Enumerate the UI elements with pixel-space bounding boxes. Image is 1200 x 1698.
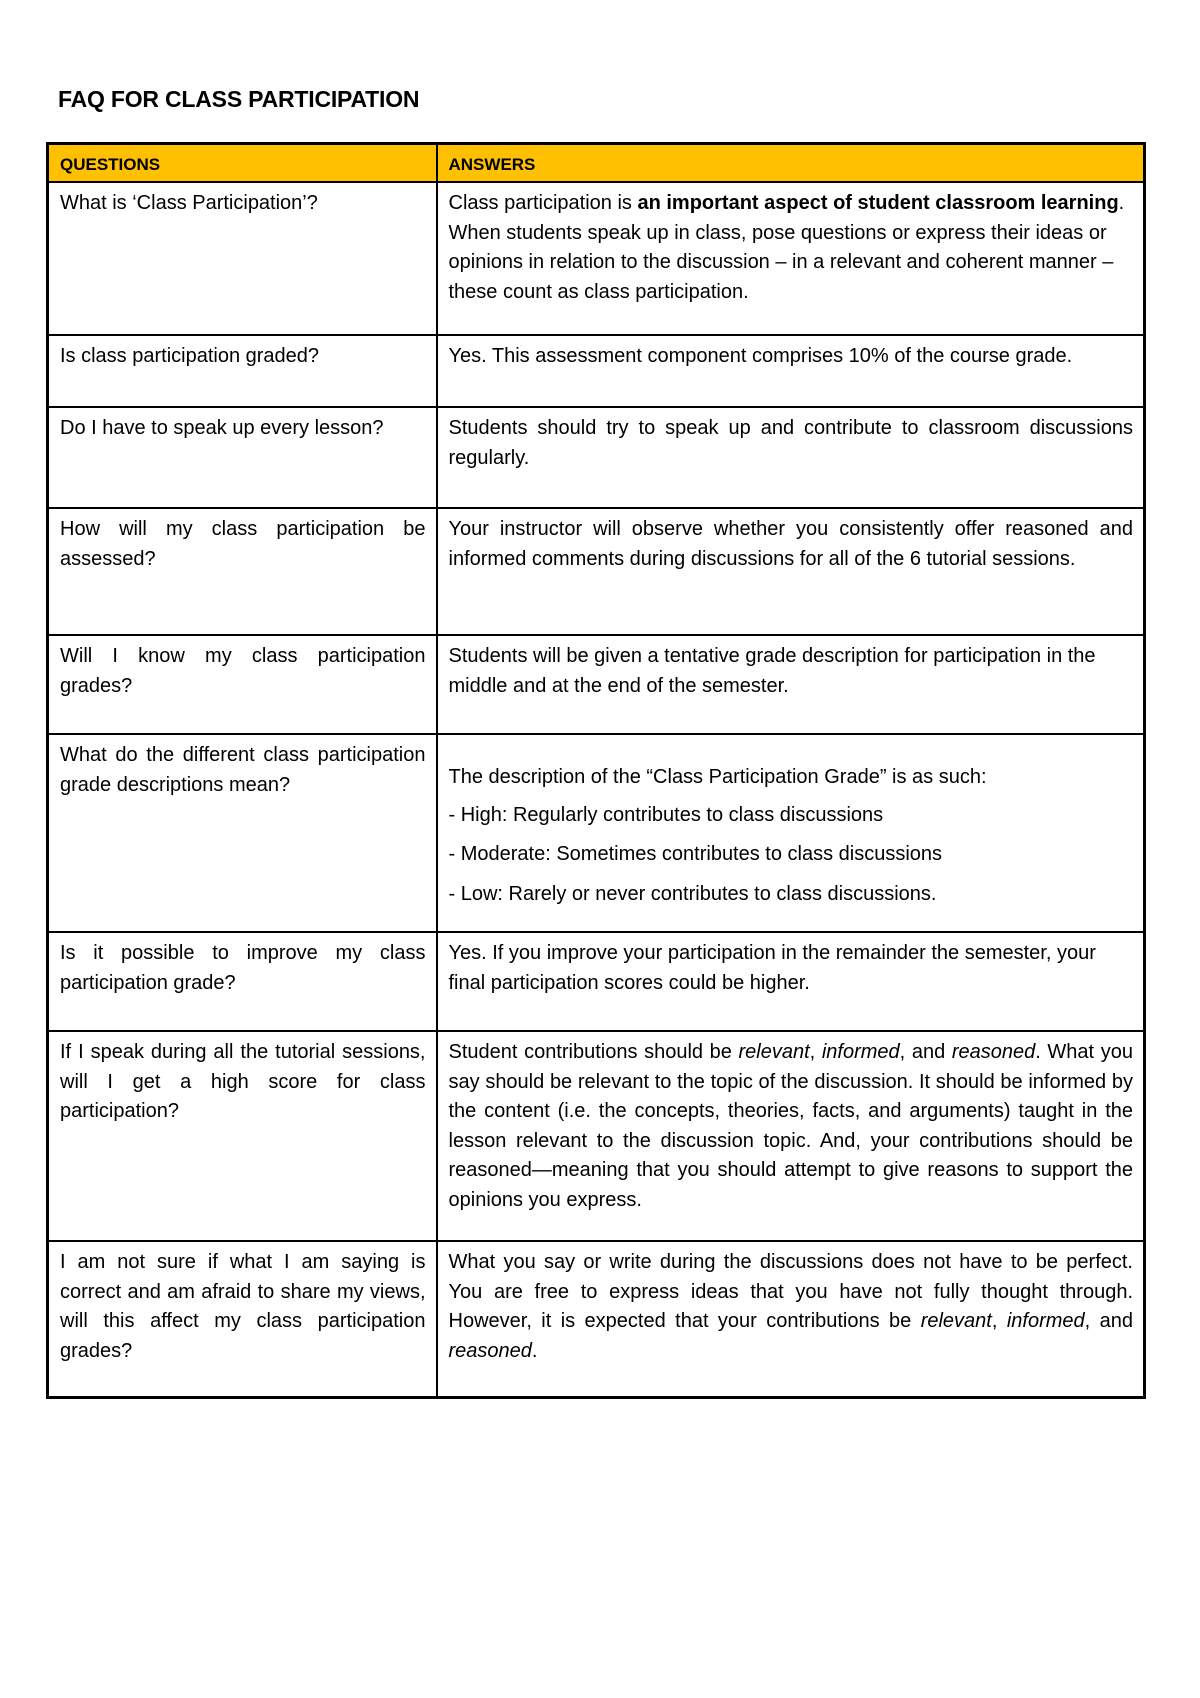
answer-cell: Students should try to speak up and contribute to classroom discussions regularly. [437,407,1145,508]
question-cell: Is it possible to improve my class participation grade? [48,932,437,1031]
list-item: - Moderate: Sometimes contributes to class discussions [448,843,943,865]
table-header-row [48,144,1145,183]
faq-table [46,142,1146,1399]
question-cell: Will I know my class participation grades? [48,635,437,734]
answer-emphasis: reasoned [951,1041,1036,1063]
answer-emphasis: informed [821,1041,900,1063]
answer-cell: Yes. If you improve your participation in the remainder the semester, your final participation scores could be higher. [437,932,1145,1031]
answer-text: Student contributions should be [448,1041,739,1063]
table-row [48,182,1145,335]
question-cell: If I speak during all the tutorial sessions, will I get a high score for class participation? [48,1031,437,1241]
table-row [48,1031,1145,1241]
answer-text: . When students speak up in class, pose questions or express their ideas or opinions in relation to the discussion – in a relevant and coherent manner – these count as class participation. [448,192,1125,303]
answer-cell: Your instructor will observe whether you consistently offer reasoned and informed comments during discussions for all of the 6 tutorial sessions. [437,508,1145,635]
table-row [48,335,1145,407]
answer-text: , [991,1310,1007,1332]
answer-text: , and [899,1041,952,1063]
table-row [48,407,1145,508]
question-cell: I am not sure if what I am saying is correct and am afraid to share my views, will this affect my class participation grades? [48,1241,437,1397]
answer-cell: Students will be given a tentative grade description for participation in the middle and at the end of the semester. [437,635,1145,734]
table-row [48,635,1145,734]
question-cell: How will my class participation be assessed? [48,508,437,635]
question-cell: Do I have to speak up every lesson? [48,407,437,508]
table-row [48,1241,1145,1397]
answer-text: , and [1084,1310,1133,1332]
question-cell: What do the different class participation grade descriptions mean? [48,734,437,932]
column-header-answers: ANSWERS [437,144,1145,183]
answer-cell: Yes. This assessment component comprises 10% of the course grade. [437,335,1145,407]
question-cell: What is ‘Class Participation’? [48,182,437,335]
answer-text: . What you say should be relevant to the topic of the discussion. It should be informed by the content (i.e. the concepts, theories, facts, and arguments) taught in the lesson relevant to the discussion topic. And, your contributions should be reasoned—meaning that you should attempt to give reasons to support the opinions you express. [448,1041,1133,1211]
answer-text: What you say or write during the discussions does not have to be perfect. You are free to express ideas that you have not fully thought through. However, it is expected that your contributions be [448,1251,1133,1332]
answer-cell [437,734,1145,932]
answer-intro: The description of the “Class Participation Grade” is as such: [448,766,987,788]
answer-cell [437,1241,1145,1397]
table-row [48,508,1145,635]
answer-cell [437,182,1145,335]
answer-emphasis: relevant [920,1310,992,1332]
list-item: - Low: Rarely or never contributes to class discussions. [448,882,937,905]
answer-text: , [809,1041,822,1063]
answer-text: . [531,1339,538,1362]
column-header-questions: QUESTIONS [48,144,437,183]
answer-cell [437,1031,1145,1241]
table-row [48,734,1145,932]
answer-emphasis: relevant [738,1041,810,1063]
answer-text: Class participation is [448,192,638,214]
answer-emphasis: informed [1006,1310,1085,1332]
answer-emphasis: an important aspect of student classroom learning [637,192,1119,214]
list-item: - High: Regularly contributes to class discussions [448,803,884,826]
question-cell: Is class participation graded? [48,335,437,407]
answer-emphasis: reasoned [448,1339,532,1362]
table-row [48,932,1145,1031]
page-title: FAQ FOR CLASS PARTICIPATION [58,86,420,112]
